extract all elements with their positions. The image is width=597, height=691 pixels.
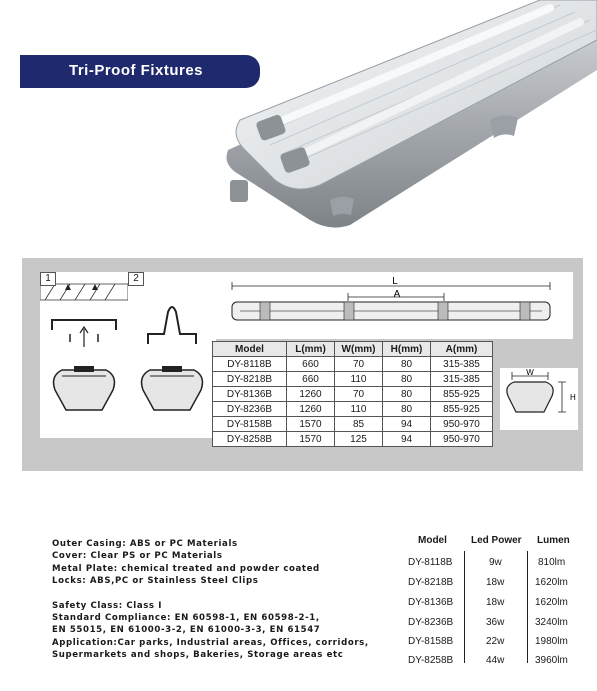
step-1-drawing <box>40 272 128 438</box>
table-row <box>213 432 493 447</box>
header-model: Model <box>213 342 287 357</box>
spec-line: Metal Plate: chemical treated and powder coated <box>52 563 320 574</box>
cell: 855-925 <box>431 387 493 402</box>
cell: 315-385 <box>431 372 493 387</box>
power-lumen: 1620lm <box>535 597 568 608</box>
power-watts: 9w <box>489 557 502 568</box>
column-divider <box>527 551 528 663</box>
table-header-row <box>213 342 493 357</box>
header-width: W(mm) <box>335 342 383 357</box>
cell: DY-8136B <box>213 387 287 402</box>
power-lumen: 1980lm <box>535 636 568 647</box>
cell: 85 <box>335 417 383 432</box>
step-2-drawing <box>128 272 216 438</box>
power-watts: 44w <box>486 655 505 666</box>
spacer <box>52 588 369 600</box>
cross-section-drawing <box>500 368 578 430</box>
cell: 80 <box>383 387 431 402</box>
header-length: L(mm) <box>287 342 335 357</box>
cell: 70 <box>335 357 383 372</box>
height-label: H <box>570 393 576 402</box>
cell: 950-970 <box>431 417 493 432</box>
power-lumen: 3240lm <box>535 617 568 628</box>
cell: DY-8118B <box>213 357 287 372</box>
power-watts: 18w <box>486 597 505 608</box>
power-lumen: 3960lm <box>535 655 568 666</box>
power-lumen: 1620lm <box>535 577 568 588</box>
cell: 110 <box>335 402 383 417</box>
power-model: DY-8118B <box>408 557 453 568</box>
power-header-led-power: Led Power <box>471 535 522 546</box>
dimension-drawing <box>210 272 573 339</box>
cell: 94 <box>383 432 431 447</box>
table-row <box>213 372 493 387</box>
header-a: A(mm) <box>431 342 493 357</box>
power-header-model: Model <box>418 535 447 546</box>
spec-line: Supermarkets and shops, Bakeries, Storage areas etc <box>52 650 344 661</box>
product-photo <box>200 0 597 235</box>
spec-line: Application:Car parks, Industrial areas, Offices, corridors, <box>52 637 369 648</box>
spec-line: Standard Compliance: EN 60598-1, EN 60598-2-1, <box>52 613 320 624</box>
power-model: DY-8136B <box>408 597 454 608</box>
spec-line: Safety Class: Class I <box>52 600 163 611</box>
cell: 125 <box>335 432 383 447</box>
power-model: DY-8236B <box>408 617 454 628</box>
table-row <box>213 387 493 402</box>
cell: 70 <box>335 387 383 402</box>
specifications <box>52 538 369 662</box>
power-watts: 18w <box>486 577 505 588</box>
width-label: W <box>526 368 534 377</box>
power-watts: 22w <box>486 636 505 647</box>
cell: DY-8258B <box>213 432 287 447</box>
power-model: DY-8218B <box>408 577 454 588</box>
step-number: 1 <box>40 272 56 286</box>
spec-line: Outer Casing: ABS or PC Materials <box>52 539 238 549</box>
cell: DY-8158B <box>213 417 287 432</box>
power-model: DY-8258B <box>408 655 454 666</box>
cell: 94 <box>383 417 431 432</box>
table-row <box>213 417 493 432</box>
cell: 1260 <box>287 387 335 402</box>
cell: 660 <box>287 372 335 387</box>
header-height: H(mm) <box>383 342 431 357</box>
spec-line: Cover: Clear PS or PC Materials <box>52 551 223 562</box>
cell: DY-8236B <box>213 402 287 417</box>
cell: 1570 <box>287 432 335 447</box>
cell: 110 <box>335 372 383 387</box>
cell: 80 <box>383 402 431 417</box>
length-label: L <box>392 276 398 287</box>
cell: 855-925 <box>431 402 493 417</box>
spec-line: EN 55015, EN 61000-3-2, EN 61000-3-3, EN 61547 <box>52 625 321 636</box>
column-divider <box>464 551 465 663</box>
cell: DY-8218B <box>213 372 287 387</box>
installation-step-1 <box>40 272 128 438</box>
spec-line: Locks: ABS,PC or Stainless Steel Clips <box>52 576 259 587</box>
table-row <box>213 357 493 372</box>
clip-span-label: A <box>393 289 401 300</box>
page-title: Tri-Proof Fixtures <box>69 62 204 79</box>
cell: 660 <box>287 357 335 372</box>
cell: 80 <box>383 357 431 372</box>
power-model: DY-8158B <box>408 636 454 647</box>
cell: 315-385 <box>431 357 493 372</box>
installation-step-2 <box>128 272 216 438</box>
cell: 80 <box>383 372 431 387</box>
step-number: 2 <box>128 272 144 286</box>
power-lumen: 810lm <box>538 557 566 568</box>
cell: 1570 <box>287 417 335 432</box>
table-row <box>213 402 493 417</box>
power-header-lumen: Lumen <box>537 535 570 546</box>
cell: 1260 <box>287 402 335 417</box>
dimension-table <box>212 341 493 447</box>
cell: 950-970 <box>431 432 493 447</box>
power-watts: 36w <box>486 617 505 628</box>
